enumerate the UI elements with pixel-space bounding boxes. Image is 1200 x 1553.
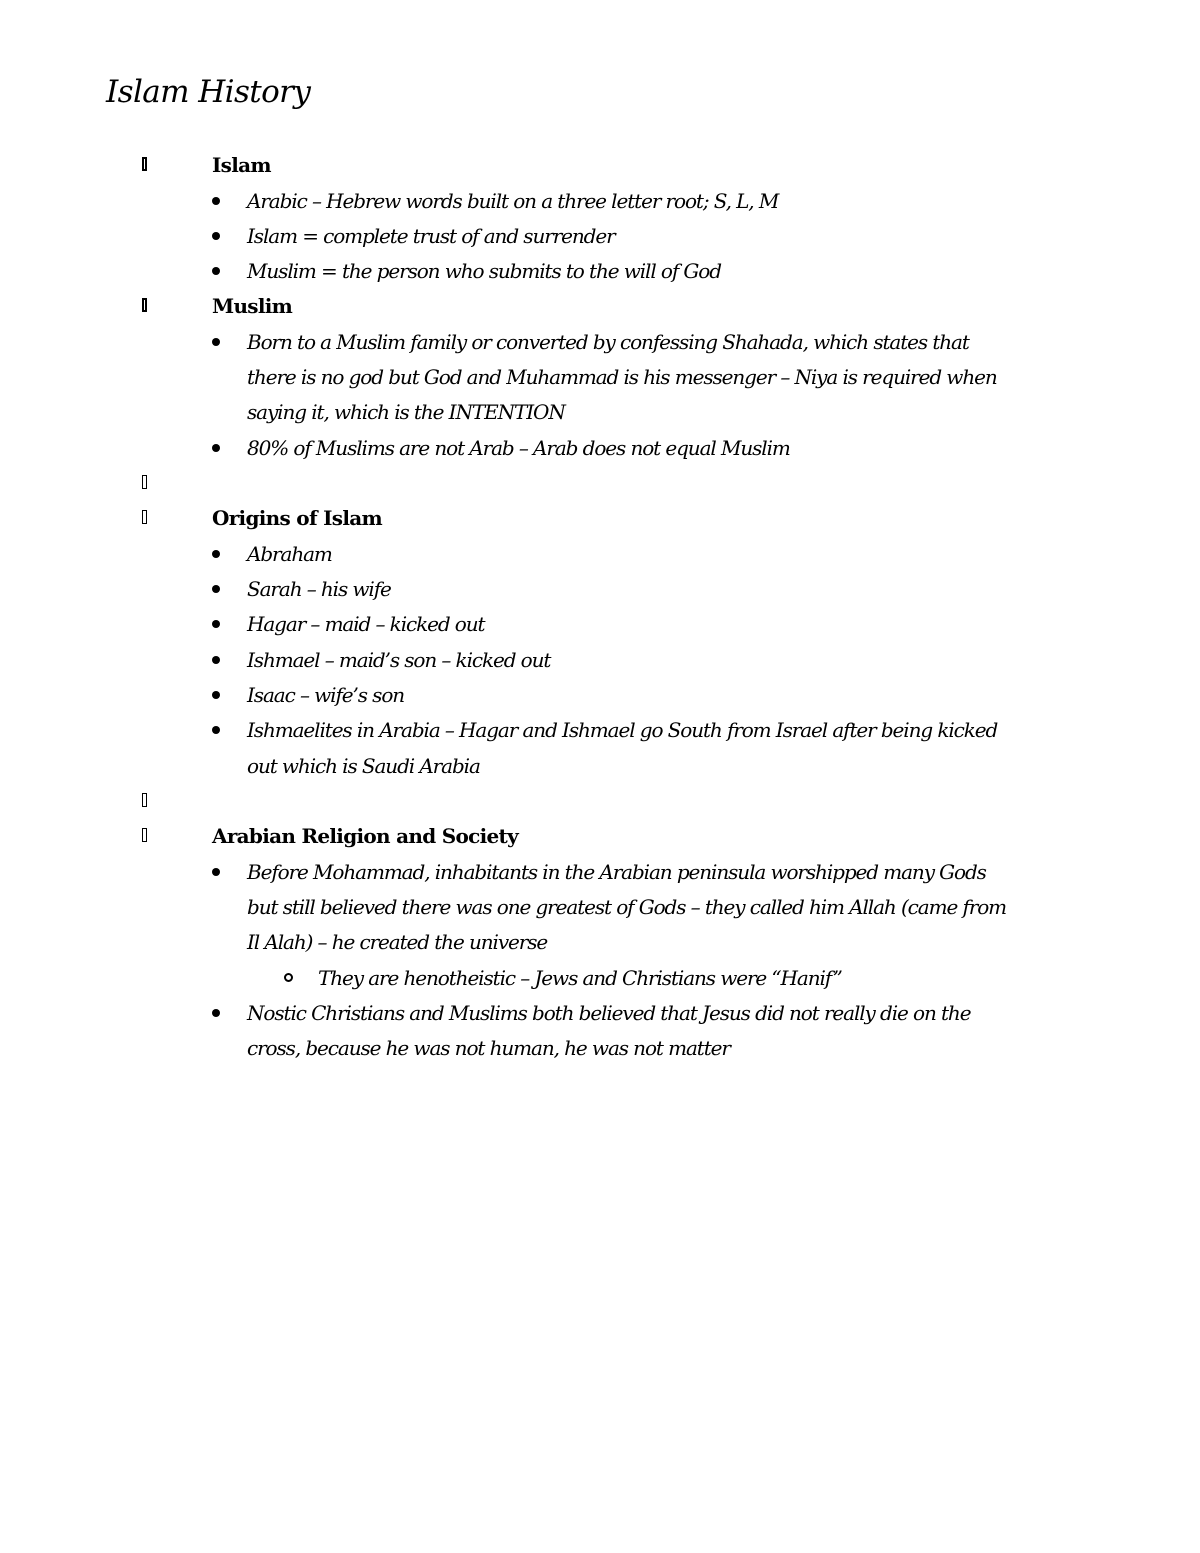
section-islam: [0, 148, 1200, 183]
list-item-continuation: [0, 395, 1200, 430]
list-item-text: saying it, which is the INTENTION: [247, 400, 565, 424]
sub-bullet-icon: [284, 973, 293, 982]
list-item-text: Born to a Muslim family or converted by confessing Shahada, which states that: [247, 330, 969, 354]
empty-marker-line: [0, 466, 1200, 501]
section-muslim: [0, 289, 1200, 324]
bullet-icon: [212, 232, 220, 240]
bullet-icon: [212, 585, 220, 593]
list-item: [0, 184, 1200, 219]
section-marker-icon: [142, 298, 147, 312]
bullet-icon: [212, 550, 220, 558]
list-item: [0, 713, 1200, 748]
list-item: [0, 572, 1200, 607]
list-item-text: there is no god but God and Muhammad is his messenger – Niya is required when: [247, 365, 997, 389]
section-heading: Origins of Islam: [212, 506, 382, 530]
list-item-text: 80% of Muslims are not Arab – Arab does not equal Muslim: [247, 436, 790, 460]
bullet-icon: [212, 197, 220, 205]
empty-marker-line: [0, 784, 1200, 819]
page-title: Islam History: [106, 74, 311, 110]
bullet-icon: [212, 267, 220, 275]
sub-list-item-text: They are henotheistic – Jews and Christians were “Hanif”: [318, 966, 842, 990]
list-item: [0, 219, 1200, 254]
bullet-icon: [212, 656, 220, 664]
bullet-icon: [212, 1009, 220, 1017]
list-item-continuation: [0, 925, 1200, 960]
list-item: [0, 996, 1200, 1031]
list-item-text: Ishmael – maid’s son – kicked out: [247, 648, 551, 672]
section-arabian-religion: [0, 819, 1200, 854]
list-item-text: Nostic Christians and Muslims both believed that Jesus did not really die on the: [247, 1001, 971, 1025]
bullet-icon: [212, 444, 220, 452]
list-item: [0, 678, 1200, 713]
list-item: [0, 607, 1200, 642]
list-item: [0, 643, 1200, 678]
list-item: [0, 325, 1200, 360]
section-marker-icon: [142, 475, 147, 489]
list-item: [0, 855, 1200, 890]
section-marker-icon: [142, 510, 147, 524]
list-item: [0, 431, 1200, 466]
section-marker-icon: [142, 157, 147, 171]
list-item-text: Sarah – his wife: [247, 577, 391, 601]
section-heading: Islam: [212, 153, 271, 177]
bullet-icon: [212, 691, 220, 699]
list-item: [0, 254, 1200, 289]
list-item-continuation: [0, 1031, 1200, 1066]
list-item-continuation: [0, 749, 1200, 784]
bullet-icon: [212, 620, 220, 628]
list-item-text: Il Alah) – he created the universe: [247, 930, 548, 954]
list-item-text: Arabic – Hebrew words built on a three letter root; S, L, M: [247, 189, 779, 213]
list-item-text: Ishmaelites in Arabia – Hagar and Ishmael go South from Israel after being kicked: [247, 718, 998, 742]
list-item-text: but still believed there was one greatest of Gods – they called him Allah (came from: [247, 895, 1007, 919]
list-item-text: Hagar – maid – kicked out: [247, 612, 485, 636]
list-item-text: Isaac – wife’s son: [247, 683, 405, 707]
list-item-text: cross, because he was not human, he was not matter: [247, 1036, 730, 1060]
bullet-icon: [212, 726, 220, 734]
section-origins: [0, 501, 1200, 536]
list-item-text: Before Mohammad, inhabitants in the Arabian peninsula worshipped many Gods: [247, 860, 986, 884]
bullet-icon: [212, 868, 220, 876]
sub-list-item: [0, 961, 1200, 996]
list-item-text: Islam = complete trust of and surrender: [247, 224, 615, 248]
list-item: [0, 537, 1200, 572]
section-marker-icon: [142, 793, 147, 807]
section-marker-icon: [142, 828, 147, 842]
list-item-text: out which is Saudi Arabia: [247, 754, 480, 778]
list-item-continuation: [0, 890, 1200, 925]
list-item-text: Abraham: [247, 542, 332, 566]
list-item-continuation: [0, 360, 1200, 395]
section-heading: Muslim: [212, 294, 293, 318]
list-item-text: Muslim = the person who submits to the will of God: [247, 259, 721, 283]
section-heading: Arabian Religion and Society: [212, 824, 519, 848]
bullet-icon: [212, 338, 220, 346]
